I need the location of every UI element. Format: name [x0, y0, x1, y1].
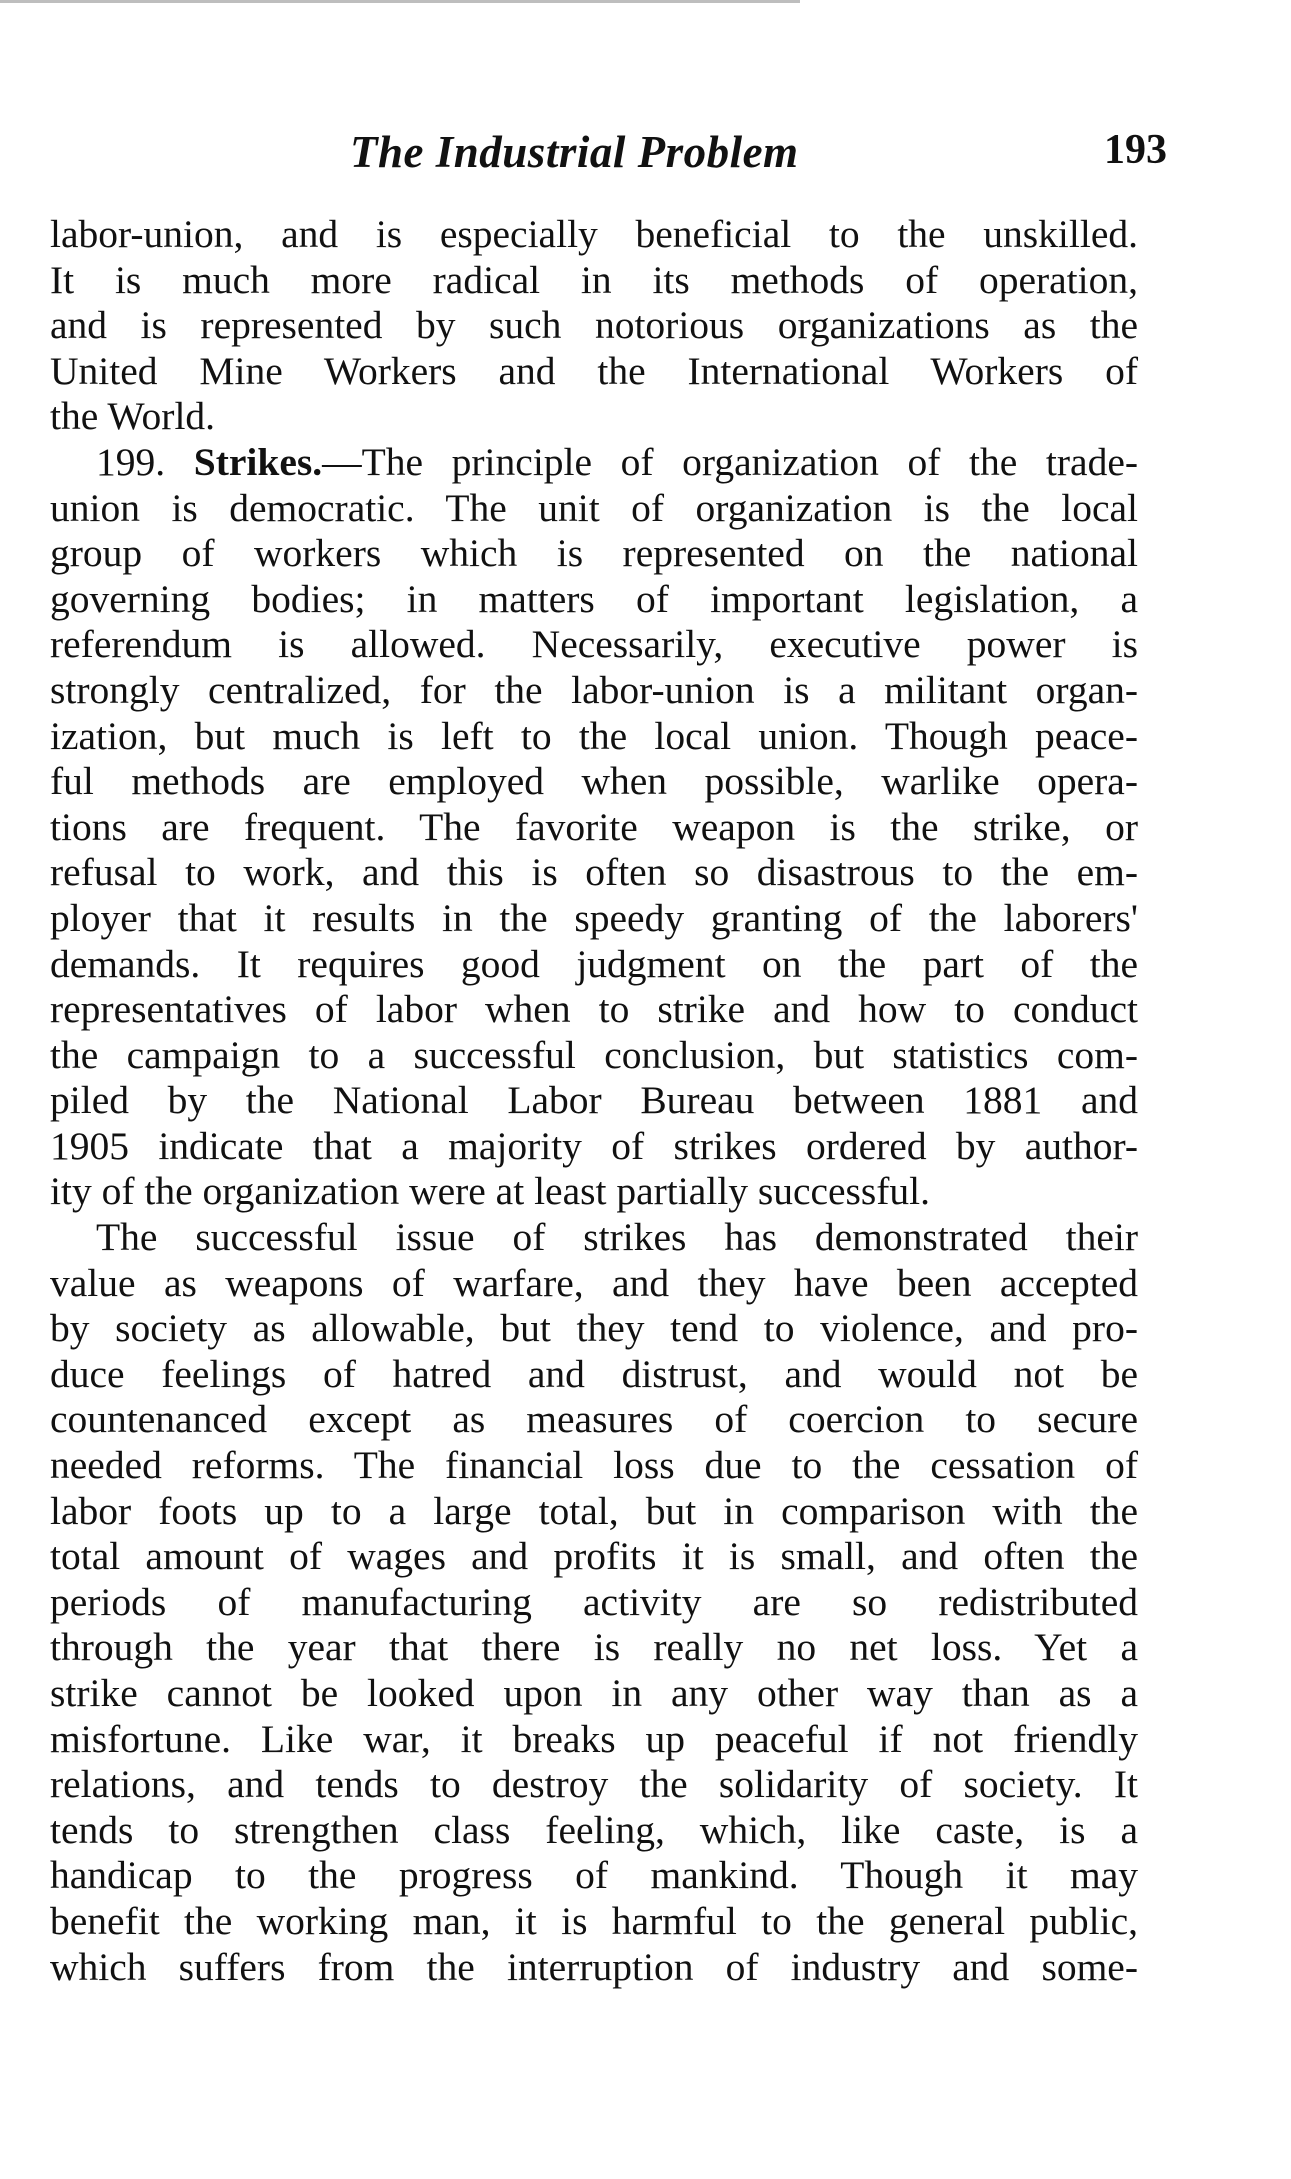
text-line: demands. It requires good judgment on the part of the — [50, 941, 1138, 986]
text-line: ful methods are employed when possible, warlike opera- — [50, 759, 1138, 804]
section-heading-line — [50, 440, 1138, 486]
text-line: the World. — [50, 394, 216, 439]
text-line: strongly centralized, for the labor-union is a militant organ- — [50, 667, 1138, 712]
text-line: the campaign to a successful conclusion, but statistics com- — [50, 1032, 1138, 1077]
text-line: total amount of wages and profits it is small, and often the — [50, 1534, 1138, 1579]
text-line: ployer that it results in the speedy granting of the laborers' — [50, 895, 1138, 940]
text-line: United Mine Workers and the International Workers of — [50, 348, 1138, 393]
text-line: countenanced except as measures of coercion to secure — [50, 1397, 1138, 1442]
text-line: strike cannot be looked upon in any other way than as a — [50, 1671, 1138, 1715]
text-line: periods of manufacturing activity are so redistributed — [50, 1579, 1138, 1624]
text-line: and is represented by such notorious organizations as the — [50, 303, 1138, 348]
text-line: tends to strengthen class feeling, which, like caste, is a — [50, 1807, 1138, 1852]
text-line: 1905 indicate that a majority of strikes ordered by author- — [50, 1123, 1138, 1168]
text-line: misfortune. Like war, it breaks up peaceful if not friendly — [50, 1716, 1138, 1761]
text-line: labor foots up to a large total, but in comparison with the — [50, 1488, 1138, 1533]
text-line: The successful issue of strikes has demonstrated their — [96, 1215, 1138, 1260]
running-head — [0, 126, 1291, 186]
scan-edge-mark — [0, 0, 800, 3]
text-line: handicap to the progress of mankind. Though it may — [50, 1853, 1138, 1898]
text-line: labor-union, and is especially beneficial to the unskilled. — [50, 212, 1138, 256]
text-line: piled by the National Labor Bureau between 1881 and — [50, 1078, 1138, 1123]
text-line: It is much more radical in its methods of operation, — [50, 257, 1138, 302]
section-first-line-text: —The principle of organization of the trade- — [322, 439, 1139, 484]
text-line: referendum is allowed. Necessarily, executive power is — [50, 622, 1138, 667]
text-line: value as weapons of warfare, and they have been accepted — [50, 1260, 1138, 1305]
section-title: Strikes. — [193, 439, 323, 484]
text-line: governing bodies; in matters of important legislation, a — [50, 576, 1138, 621]
text-line: union is democratic. The unit of organization is the local — [50, 485, 1138, 530]
text-line: tions are frequent. The favorite weapon is the strike, or — [50, 804, 1138, 849]
text-line: ity of the organization were at least partially successful. — [50, 1169, 931, 1214]
text-line: refusal to work, and this is often so disastrous to the em- — [50, 850, 1138, 895]
section-number: 199. — [96, 439, 166, 484]
text-line: representatives of labor when to strike and how to conduct — [50, 987, 1138, 1032]
text-line: benefit the working man, it is harmful to the general public, — [50, 1898, 1138, 1943]
text-line: which suffers from the interruption of industry and some- — [50, 1944, 1138, 1989]
text-line: by society as allowable, but they tend to violence, and pro- — [50, 1306, 1138, 1351]
text-line: duce feelings of hatred and distrust, and would not be — [50, 1351, 1138, 1396]
text-line: group of workers which is represented on the national — [50, 531, 1138, 576]
page-number: 193 — [1104, 127, 1167, 173]
text-line: ization, but much is left to the local union. Though peace- — [50, 713, 1138, 758]
text-line: through the year that there is really no net loss. Yet a — [50, 1625, 1138, 1670]
body-text — [50, 212, 1138, 1990]
text-line: needed reforms. The financial loss due to the cessation of — [50, 1443, 1138, 1488]
text-line: relations, and tends to destroy the solidarity of society. It — [50, 1762, 1138, 1807]
running-title: The Industrial Problem — [350, 127, 799, 177]
